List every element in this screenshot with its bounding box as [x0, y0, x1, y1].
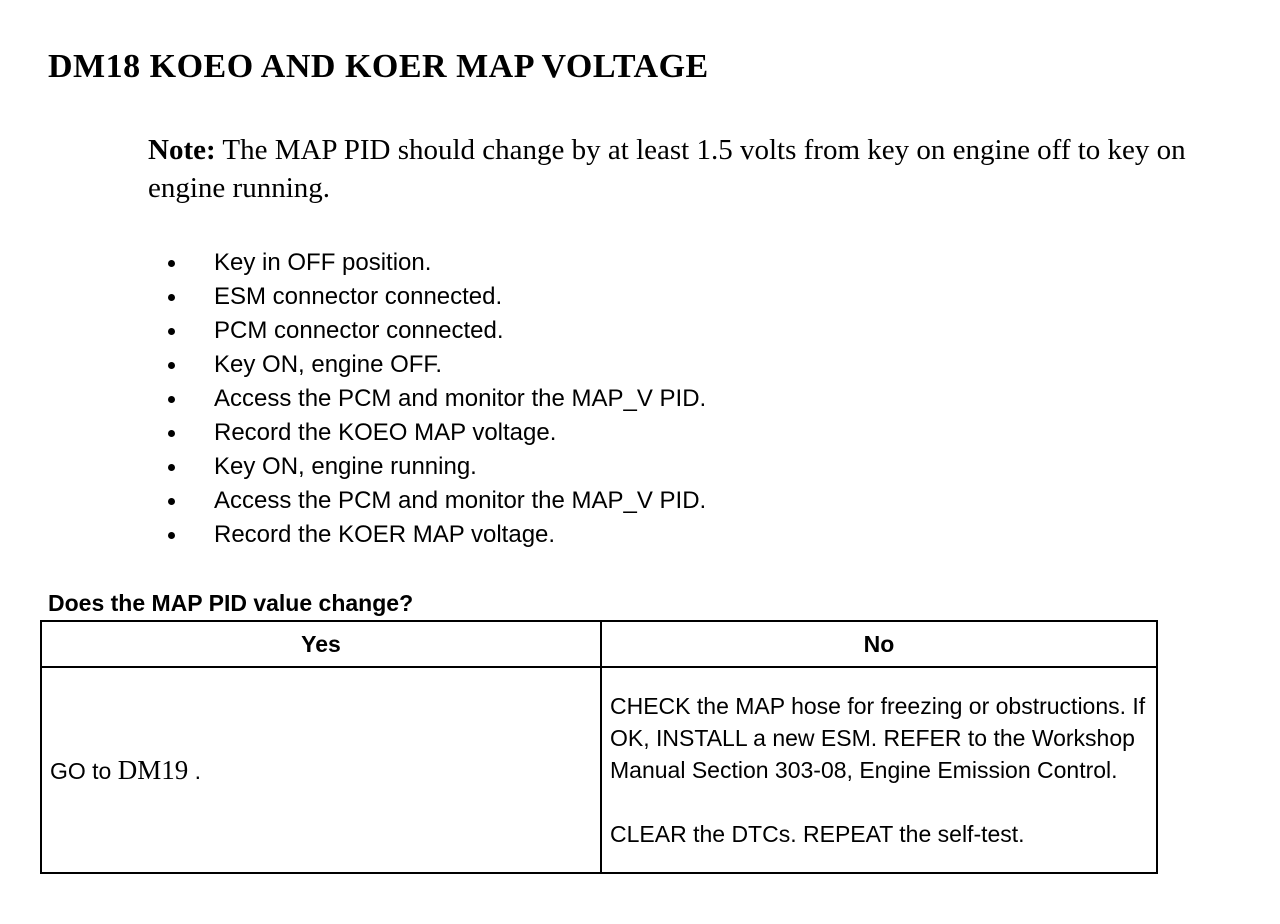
- procedure-steps-list: [160, 246, 706, 552]
- list-item: [160, 314, 706, 348]
- bullet-icon: [168, 328, 175, 335]
- goto-prefix: GO to: [50, 757, 118, 784]
- step-text: Key in OFF position.: [214, 249, 432, 276]
- list-item: [160, 416, 706, 450]
- bullet-icon: [168, 532, 175, 539]
- goto-dm19-link[interactable]: DM19: [117, 754, 189, 785]
- list-item: [160, 280, 706, 314]
- list-item: [160, 484, 706, 518]
- step-text: Key ON, engine running.: [214, 453, 477, 480]
- bullet-icon: [168, 498, 175, 505]
- note-text: The MAP PID should change by at least 1.5 volts from key on engine off to key on engine running.: [148, 134, 1186, 204]
- bullet-icon: [168, 396, 175, 403]
- goto-suffix: .: [188, 757, 202, 784]
- table-header-row: [41, 621, 1157, 667]
- list-item: [160, 518, 706, 552]
- page-title: DM18 KOEO AND KOER MAP VOLTAGE: [48, 48, 709, 85]
- step-text: Access the PCM and monitor the MAP_V PID.: [214, 487, 707, 514]
- bullet-icon: [168, 464, 175, 471]
- yes-action-cell: [41, 667, 601, 873]
- yes-column-header: Yes: [41, 621, 601, 667]
- table-row: [41, 667, 1157, 873]
- bullet-icon: [168, 294, 175, 301]
- no-action-instructions: CHECK the MAP hose for freezing or obstructions. If OK, INSTALL a new ESM. REFER to the Workshop Manual Section 303-08, Engine Emission Control.: [610, 693, 1146, 783]
- bullet-icon: [168, 430, 175, 437]
- list-item: [160, 348, 706, 382]
- bullet-icon: [168, 260, 175, 267]
- no-column-header: No: [601, 621, 1157, 667]
- step-text: Key ON, engine OFF.: [214, 351, 443, 378]
- decision-table: [40, 620, 1158, 874]
- step-text: PCM connector connected.: [214, 317, 504, 344]
- no-action-cell: [601, 667, 1157, 873]
- decision-question: Does the MAP PID value change?: [48, 590, 414, 616]
- no-action-followup: CLEAR the DTCs. REPEAT the self-test.: [610, 821, 1025, 847]
- step-text: ESM connector connected.: [214, 283, 503, 310]
- bullet-icon: [168, 362, 175, 369]
- step-text: Access the PCM and monitor the MAP_V PID.: [214, 385, 707, 412]
- note-label: Note:: [148, 134, 216, 166]
- list-item: [160, 246, 706, 280]
- list-item: [160, 450, 706, 484]
- step-text: Record the KOEO MAP voltage.: [214, 419, 557, 446]
- note-paragraph: [148, 131, 1258, 207]
- list-item: [160, 382, 706, 416]
- step-text: Record the KOER MAP voltage.: [214, 521, 556, 548]
